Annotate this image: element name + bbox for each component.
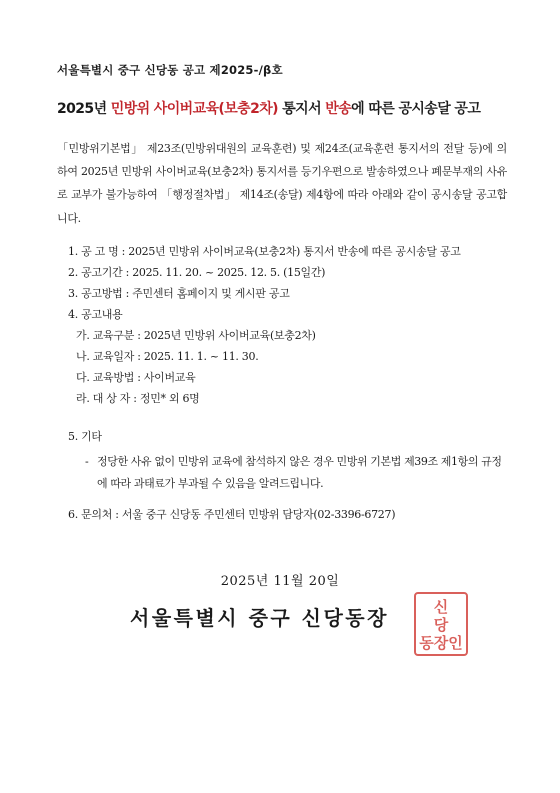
etc-dash: - <box>85 455 89 468</box>
item-contact: 6. 문의처 : 서울 중구 신당동 주민센터 민방위 담당자(02-3396-6727) <box>68 508 396 521</box>
item-etc-heading: 5. 기타 <box>68 430 102 443</box>
sub-item-type: 가. 교육구분 : 2025년 민방위 사이버교육(보충2차) <box>76 329 316 342</box>
item-content: 4. 공고내용 <box>68 308 123 321</box>
body-paragraph: 「민방위기본법」 제23조(민방위대원의 교육훈련) 및 제24조(교육훈련 통지서의 전달 등)에 의하여 2025년 민방위 사이버교육(보충2차) 통지서를 등기우편으로 발송하였으나 폐문부재의 사유로 교부가 불가능하여 「행정절차법」 제14조(송달) 제4항에 따라 아래와 같이 공시송달 공고합니다. <box>57 142 507 225</box>
title-part5: 에 따른 공시송달 공고 <box>351 101 481 117</box>
seal-line-3: 동장인 <box>419 634 463 652</box>
item-method: 3. 공고방법 : 주민센터 홈페이지 및 게시판 공고 <box>68 287 290 300</box>
title-part1: 2025년 <box>57 101 111 117</box>
official-seal <box>414 592 468 656</box>
sub-item-dates: 나. 교육일자 : 2025. 11. 1. ~ 11. 30. <box>76 350 259 363</box>
title-part4: 반송 <box>325 101 352 117</box>
sub-item-target: 라. 대 상 자 : 정민* 외 6명 <box>76 392 200 405</box>
seal-line-2: 당 <box>433 616 449 634</box>
issuing-office: 서울특별시 중구 신당동장 <box>130 606 389 630</box>
notice-date: 2025년 11월 20일 <box>220 574 340 589</box>
etc-text <box>85 451 510 495</box>
title-part2: 민방위 사이버교육(보충2차) <box>110 101 278 117</box>
item-period: 2. 공고기간 : 2025. 11. 20. ~ 2025. 12. 5. (15일간) <box>68 266 326 279</box>
title-part3: 통지서 <box>277 101 326 117</box>
sub-item-method: 다. 교육방법 : 사이버교육 <box>76 371 196 384</box>
notice-title <box>57 98 507 118</box>
notice-number: 서울특별시 중구 신당동 공고 제2025-/β호 <box>57 63 283 77</box>
item-title: 1. 공 고 명 : 2025년 민방위 사이버교육(보충2차) 통지서 반송에 따른 공시송달 공고 <box>68 245 461 258</box>
seal-line-1: 신 <box>433 598 449 616</box>
etc-body: 정당한 사유 없이 민방위 교육에 참석하지 않은 경우 민방위 기본법 제39조 제1항의 규정에 따라 과태료가 부과될 수 있음을 알려드립니다. <box>97 455 502 490</box>
